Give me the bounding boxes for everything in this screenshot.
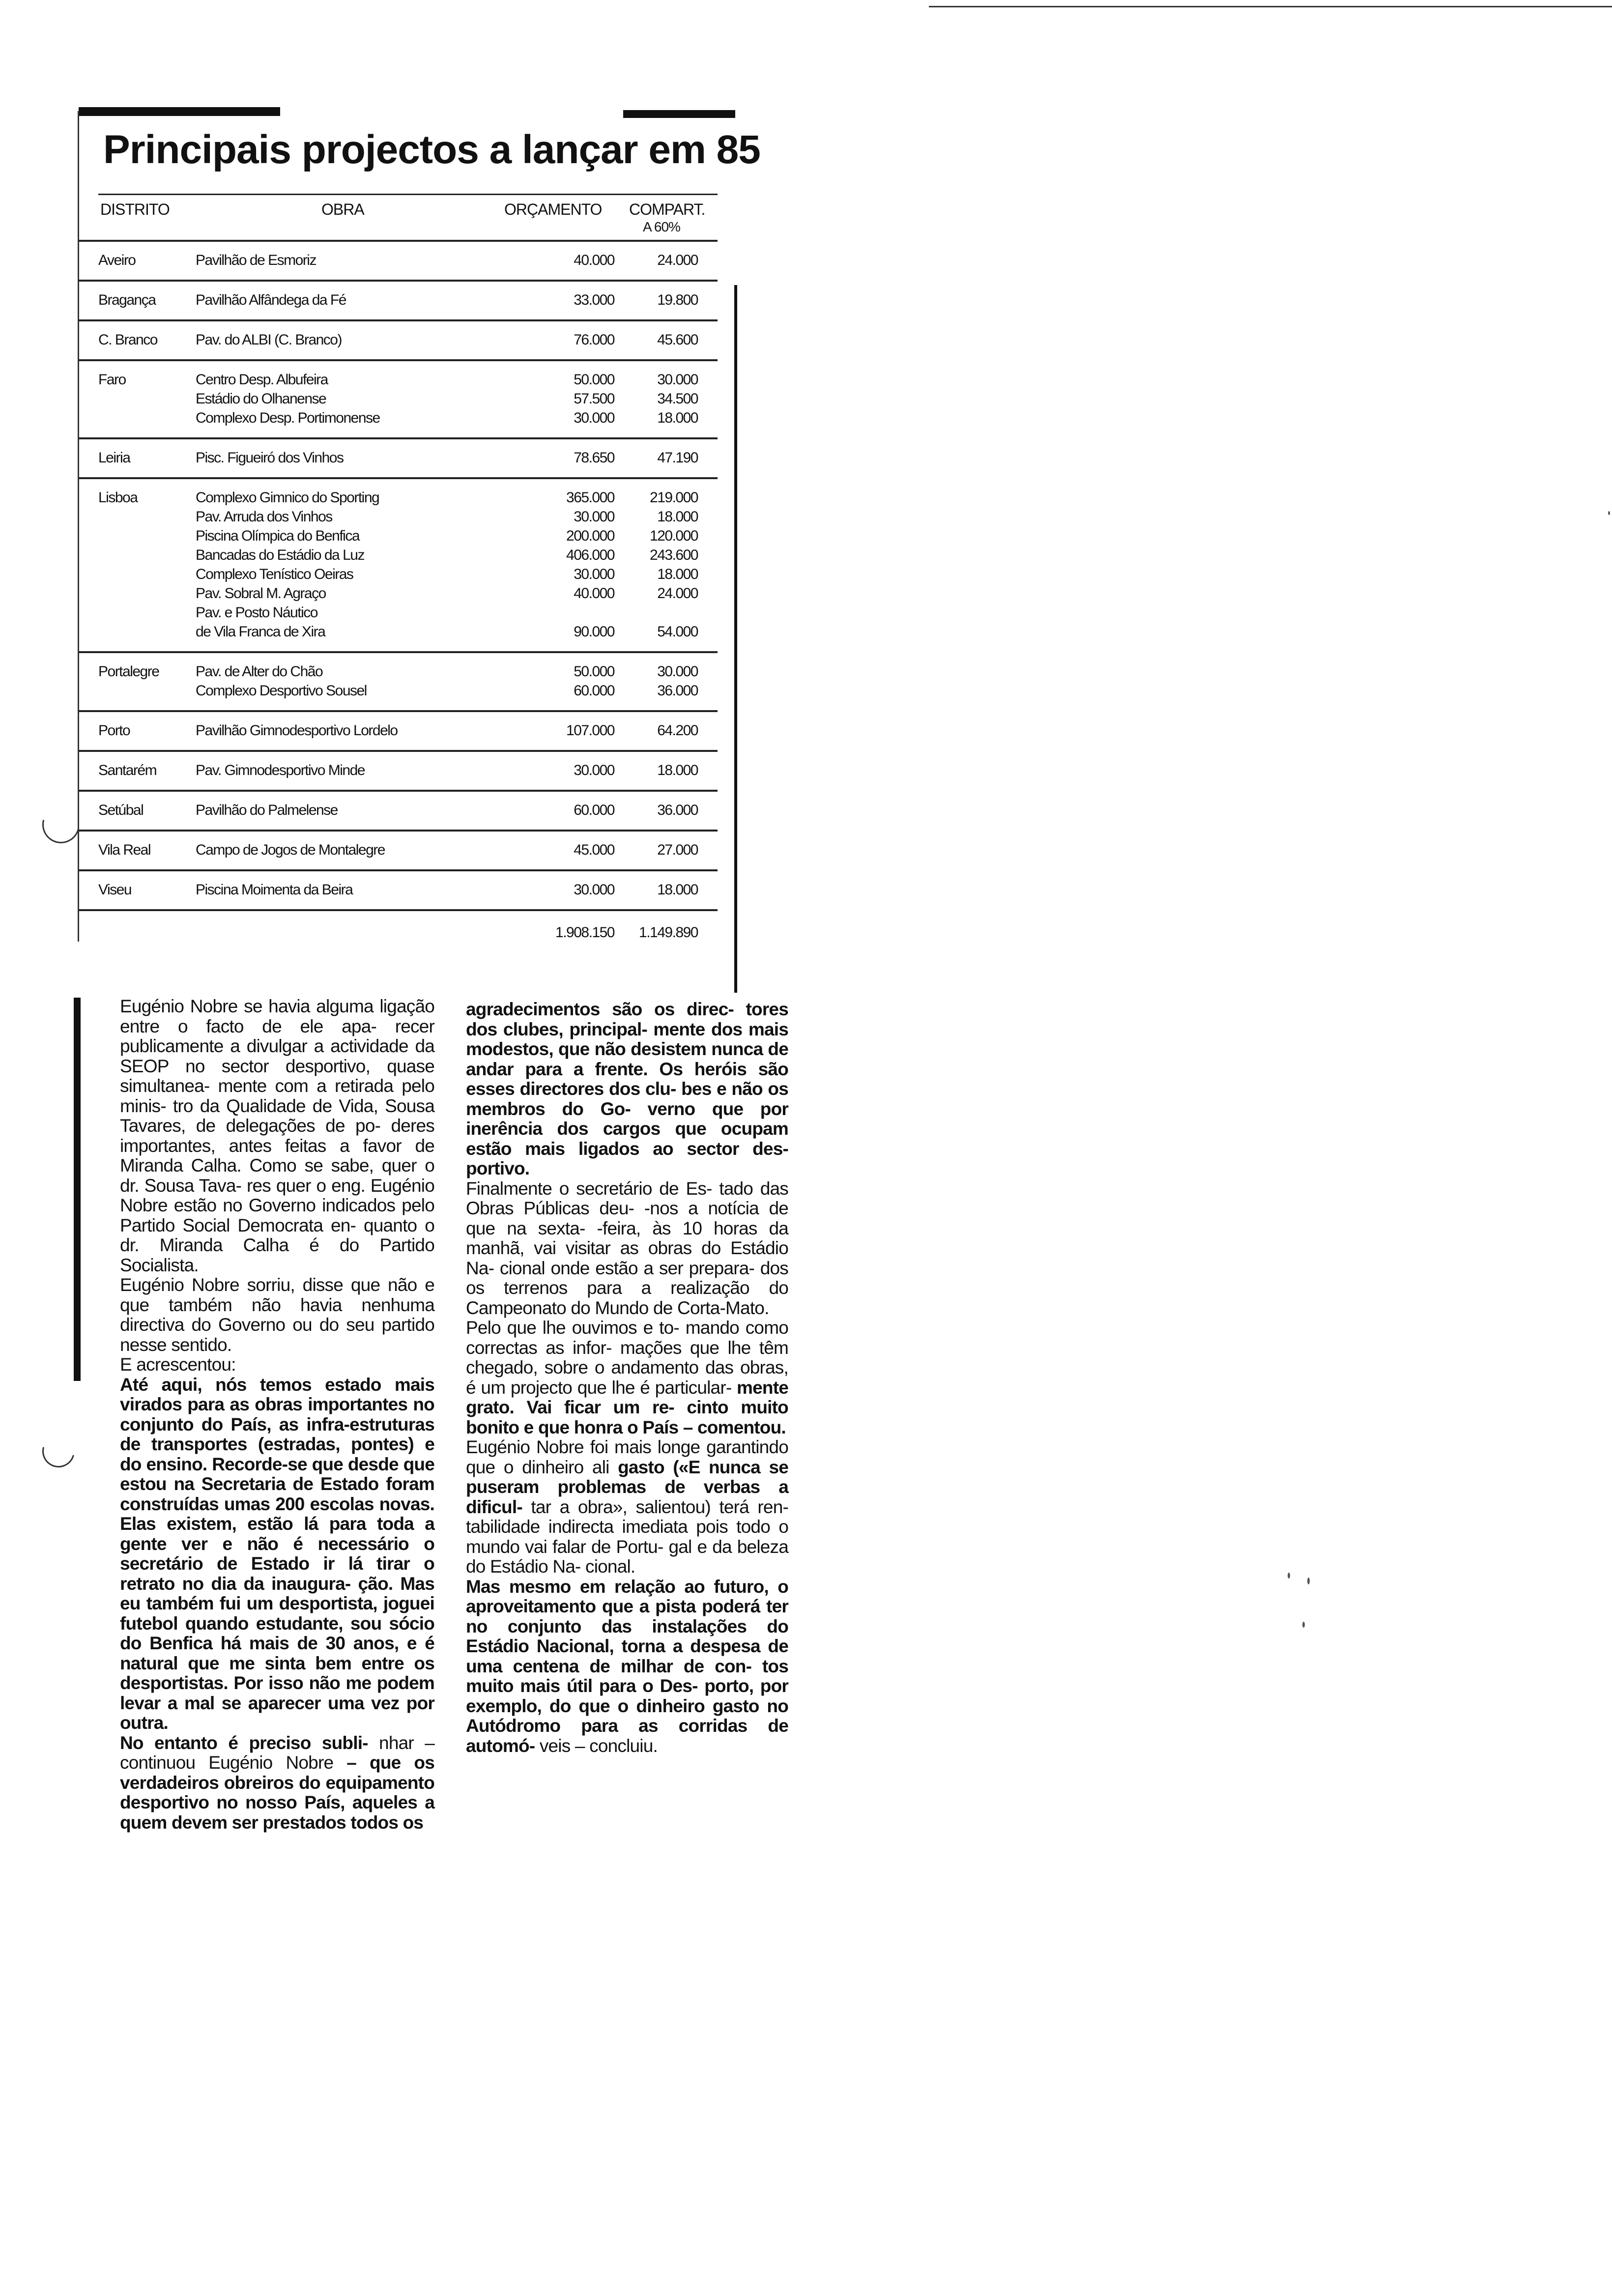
- orcamento-cell: 365.000: [566, 489, 614, 506]
- distrito-cell: Vila Real: [98, 842, 151, 858]
- text-line: todo o mundo vai falar de Portu-: [466, 1517, 788, 1557]
- text-line: Pelo que lhe ouvimos e to-: [466, 1318, 679, 1338]
- compart-cell: 30.000: [657, 372, 698, 388]
- distrito-cell: Aveiro: [98, 252, 136, 268]
- distrito-cell: Lisboa: [98, 489, 138, 506]
- obra-cell: Campo de Jogos de Montalegre: [196, 842, 385, 858]
- compart-cell: 36.000: [657, 683, 698, 699]
- distrito-cell: Portalegre: [98, 663, 159, 680]
- obra-cell: Pav. e Posto Náutico: [196, 604, 317, 621]
- text-line: gasto («E nunca se puseram: [466, 1457, 789, 1497]
- obra-cell: Complexo Desportivo Sousel: [196, 683, 367, 699]
- distrito-cell: Santarém: [98, 762, 157, 778]
- paragraph: [120, 1355, 434, 1375]
- orcamento-cell: 406.000: [566, 547, 614, 563]
- group-rule: [79, 280, 718, 282]
- text-line: dos os terrenos para a realização: [466, 1258, 789, 1298]
- group-rule: [79, 750, 718, 752]
- article-column-2: [466, 1000, 788, 1756]
- group-rule: [79, 240, 718, 242]
- obra-cell: Complexo Tenístico Oeiras: [196, 566, 353, 582]
- text-line: o País – comentou.: [627, 1417, 786, 1437]
- text-line: tado das Obras Públicas deu-: [466, 1178, 788, 1218]
- obra-cell: Estádio do Olhanense: [196, 391, 326, 407]
- compart-cell: 34.500: [657, 391, 698, 407]
- obra-cell: Piscina Moimenta da Beira: [196, 882, 353, 898]
- orcamento-cell: 60.000: [574, 683, 614, 699]
- text-line: do equipamento desportivo no: [120, 1772, 434, 1812]
- total-orcamento: 1.908.150: [555, 924, 614, 941]
- header-obra: OBRA: [321, 201, 364, 218]
- orcamento-cell: 50.000: [574, 663, 614, 680]
- group-rule: [79, 790, 718, 792]
- paragraph: [466, 1437, 788, 1577]
- text-line: tabilidade indirecta imediata pois: [466, 1517, 728, 1537]
- total-compart: 1.149.890: [639, 924, 698, 941]
- text-line: bes e não os membros do Go-: [466, 1079, 788, 1119]
- orcamento-cell: 30.000: [574, 882, 614, 898]
- text-line: sobre o andamento das obras, é: [466, 1357, 788, 1398]
- distrito-cell: Leiria: [98, 450, 130, 466]
- group-rule: [79, 869, 718, 871]
- orcamento-cell: 50.000: [574, 372, 614, 388]
- text-line: quando estudante, sou sócio: [185, 1613, 434, 1634]
- text-line: desportivo, quase simultanea-: [120, 1056, 435, 1096]
- totals-rule: [79, 909, 718, 911]
- text-line: um projecto que lhe é particular-: [481, 1377, 732, 1398]
- text-line: tores dos clubes, principal-: [466, 999, 788, 1039]
- text-line: res quer o eng. Eugénio Nobre: [120, 1175, 434, 1215]
- obra-cell: de Vila Franca de Xira: [196, 624, 325, 640]
- compart-cell: 219.000: [650, 489, 698, 506]
- text-line: importantes no conjunto do: [120, 1394, 434, 1435]
- text-line: Partido Socialista.: [120, 1235, 434, 1275]
- orcamento-cell: 60.000: [574, 802, 614, 818]
- distrito-cell: C. Branco: [98, 332, 157, 348]
- headline-rule-right: [623, 110, 735, 118]
- text-line: o retrato no dia da inaugura-: [120, 1553, 434, 1594]
- obra-cell: Centro Desp. Albufeira: [196, 372, 328, 388]
- scan-speck: [1608, 511, 1610, 515]
- text-line: gal e da beleza do Estádio Na-: [466, 1536, 788, 1577]
- text-line: cional.: [585, 1556, 635, 1577]
- text-line: Eugénio Nobre se havia alguma: [120, 996, 374, 1016]
- compart-cell: 45.600: [657, 332, 698, 348]
- header-compart-sub: A 60%: [643, 219, 680, 234]
- article-side-bar: [74, 998, 81, 1381]
- compart-cell: 24.000: [657, 252, 698, 268]
- table-top-rule: [98, 194, 718, 195]
- text-line: e é natural que me sinta bem: [120, 1633, 434, 1673]
- compart-cell: 64.200: [657, 722, 698, 739]
- text-line: entre os desportistas. Por isso: [120, 1653, 434, 1693]
- text-line: Eugénio Nobre foi mais longe: [466, 1437, 700, 1457]
- text-line: existem, estão lá para toda a: [167, 1514, 434, 1534]
- text-line: aparecer uma vez por outra.: [120, 1693, 434, 1733]
- obra-cell: Complexo Gimnico do Sporting: [196, 489, 379, 506]
- text-line: Partido Social Democrata en-: [120, 1215, 356, 1235]
- text-line: agradecimentos são os direc-: [466, 999, 734, 1019]
- compart-cell: 36.000: [657, 802, 698, 818]
- obra-cell: Pisc. Figueiró dos Vinhos: [196, 450, 344, 466]
- text-line: actividade da SEOP no sector: [120, 1036, 434, 1076]
- text-line: nosso País, aqueles a quem: [120, 1792, 434, 1833]
- headline: Principais projectos a lançar em 85: [103, 127, 760, 172]
- text-line: -nos a notícia de que na sexta-: [466, 1198, 789, 1238]
- text-line: nhar – continuou Eugénio Nobre: [120, 1732, 435, 1773]
- text-line: secretário de Estado ir lá tirar: [120, 1553, 410, 1574]
- text-line: são esses directores dos clu-: [466, 1059, 788, 1099]
- text-line: que não desistem nunca de: [558, 1039, 788, 1059]
- compart-cell: 18.000: [657, 509, 698, 525]
- orcamento-cell: 78.650: [574, 450, 614, 466]
- text-line: se sabe, quer o dr. Sousa Tava-: [120, 1155, 435, 1196]
- text-line: mente grato. Vai ficar um re-: [466, 1377, 789, 1417]
- text-line: cional onde estão a ser prepara-: [499, 1258, 755, 1278]
- text-line: – que os verdadeiros obreiros: [120, 1752, 435, 1793]
- compart-cell: 54.000: [657, 624, 698, 640]
- obra-cell: Pavilhão Gimnodesportivo Lordelo: [196, 722, 398, 739]
- text-line: estão no Governo indicados pelo: [173, 1195, 434, 1215]
- page-edge-line: [929, 6, 1612, 7]
- text-line: nenhuma directiva do Governo: [120, 1294, 434, 1335]
- group-rule: [79, 710, 718, 712]
- orcamento-cell: 30.000: [574, 509, 614, 525]
- text-line: porto, por exemplo, do que o: [466, 1676, 788, 1716]
- paragraph: [120, 1275, 434, 1355]
- text-line: do Benfica há mais de 30 anos,: [120, 1633, 399, 1653]
- obra-cell: Pavilhão do Palmelense: [196, 802, 338, 818]
- text-line: de Estado foram construídas: [120, 1474, 434, 1514]
- projects-table: [79, 192, 737, 973]
- text-line: desportista, joguei futebol: [120, 1593, 434, 1634]
- text-line: mais virados para as obras: [120, 1374, 434, 1414]
- orcamento-cell: 40.000: [574, 252, 614, 268]
- text-line: umas 200 escolas novas. Elas: [120, 1493, 435, 1534]
- obra-cell: Pav. de Alter do Chão: [196, 663, 323, 680]
- compart-cell: 18.000: [657, 882, 698, 898]
- orcamento-cell: 45.000: [574, 842, 614, 858]
- scan-speck: [1288, 1573, 1290, 1578]
- text-line: recer publicamente a divulgar a: [120, 1016, 434, 1056]
- orcamento-cell: 76.000: [574, 332, 614, 348]
- text-line: desde que estou na Secretaria: [120, 1454, 435, 1494]
- text-line: portivo.: [466, 1158, 530, 1178]
- obra-cell: Pav. Arruda dos Vinhos: [196, 509, 332, 525]
- orcamento-cell: 33.000: [574, 292, 614, 308]
- text-line: dinheiro gasto no Autódromo: [466, 1695, 789, 1736]
- text-line: Tavares, de delegações de po-: [120, 1116, 381, 1136]
- obra-cell: Pav. Gimnodesportivo Minde: [196, 762, 365, 778]
- scan-speck: [1307, 1578, 1310, 1584]
- text-line: problemas de verbas a dificul-: [466, 1477, 788, 1517]
- scan-arc-mark: [36, 1429, 81, 1473]
- text-line: pista poderá ter no conjunto: [466, 1596, 789, 1636]
- headline-rule-left: [79, 107, 280, 116]
- header-distrito: DISTRITO: [100, 201, 170, 218]
- header-compart: COMPART.: [629, 201, 705, 218]
- distrito-cell: Setúbal: [98, 802, 144, 818]
- text-line: No entanto é preciso subli-: [120, 1732, 368, 1753]
- group-rule: [79, 830, 718, 832]
- orcamento-cell: 30.000: [574, 410, 614, 426]
- text-line: das instalações do Estádio: [466, 1616, 788, 1656]
- paragraph: [466, 1318, 788, 1437]
- paragraph: [120, 1375, 434, 1733]
- text-line: devem ser prestados todos os: [171, 1812, 424, 1833]
- orcamento-cell: 90.000: [574, 624, 614, 640]
- obra-cell: Pavilhão de Esmoriz: [196, 252, 316, 268]
- orcamento-cell: 107.000: [566, 722, 614, 739]
- text-line: mente com a retirada pelo minis-: [120, 1076, 434, 1116]
- distrito-cell: Faro: [98, 372, 126, 388]
- scan-speck: [1302, 1622, 1305, 1628]
- text-line: cinto muito bonito e que honra: [466, 1397, 788, 1437]
- text-line: andar para a frente. Os heróis: [466, 1059, 747, 1079]
- text-line: mente dos mais modestos,: [466, 1019, 788, 1059]
- text-line: deres importantes, antes feitas a: [120, 1116, 434, 1156]
- text-line: mando como correctas as infor-: [466, 1318, 789, 1358]
- text-line: Nacional, torna a despesa de: [536, 1636, 789, 1656]
- text-line: uma centena de milhar de con-: [466, 1656, 752, 1676]
- obra-cell: Complexo Desp. Portimonense: [196, 410, 380, 426]
- obra-cell: Bancadas do Estádio da Luz: [196, 547, 364, 563]
- text-line: quanto o dr. Miranda Calha é do: [120, 1215, 434, 1255]
- text-line: Até aqui, nós temos estado: [120, 1374, 381, 1395]
- distrito-cell: Viseu: [98, 882, 132, 898]
- text-line: do Campeonato do Mundo de: [466, 1278, 788, 1318]
- text-line: mais ligados ao sector des-: [525, 1138, 788, 1159]
- group-rule: [79, 477, 718, 479]
- group-rule: [79, 437, 718, 439]
- text-line: e do ensino. Recorde-se que: [120, 1434, 434, 1474]
- text-line: garantindo que o dinheiro ali: [466, 1437, 788, 1477]
- orcamento-cell: 57.500: [574, 391, 614, 407]
- text-line: favor de Miranda Calha. Como: [120, 1135, 434, 1176]
- text-line: visitar as obras do Estádio Na-: [466, 1238, 788, 1278]
- compart-cell: 30.000: [657, 663, 698, 680]
- paragraph: [120, 1733, 434, 1833]
- paragraph: [466, 1000, 788, 1179]
- compart-cell: 18.000: [657, 566, 698, 582]
- text-line: ção. Mas eu também fui um: [120, 1573, 434, 1613]
- text-line: veis – concluiu.: [539, 1735, 658, 1756]
- text-line: Corta-Mato.: [677, 1297, 769, 1318]
- text-line: Mas mesmo em relação ao: [466, 1576, 705, 1597]
- text-line: não me podem levar a mal se: [120, 1673, 435, 1713]
- text-line: -feira, às 10 horas da manhã, vai: [466, 1218, 788, 1258]
- group-rule: [79, 319, 718, 321]
- paragraph: [466, 1179, 788, 1319]
- text-line: tos muito mais útil para o Des-: [466, 1656, 788, 1696]
- obra-cell: Pav. do ALBI (C. Branco): [196, 332, 342, 348]
- text-line: verno que por inerência dos: [466, 1098, 788, 1139]
- compart-cell: 18.000: [657, 410, 698, 426]
- orcamento-cell: 30.000: [574, 762, 614, 778]
- obra-cell: Piscina Olímpica do Benfica: [196, 528, 360, 544]
- group-rule: [79, 651, 718, 653]
- text-line: ou do seu partido nesse sentido.: [120, 1315, 435, 1355]
- text-line: transportes (estradas, pontes): [151, 1434, 414, 1454]
- text-line: tar a obra», salientou) terá ren-: [531, 1496, 788, 1517]
- text-line: País, as infra-estruturas de: [120, 1414, 434, 1454]
- obra-cell: Pav. Sobral M. Agraço: [196, 585, 326, 602]
- text-line: tro da Qualidade de Vida, Sousa: [173, 1095, 434, 1116]
- text-line: futuro, o aproveitamento que a: [466, 1576, 789, 1616]
- compart-cell: 27.000: [657, 842, 698, 858]
- compart-cell: 24.000: [657, 585, 698, 602]
- obra-cell: Pavilhão Alfândega da Fé: [196, 292, 346, 308]
- header-orcamento: ORÇAMENTO: [504, 201, 602, 218]
- text-line: para as corridas de automó-: [466, 1716, 788, 1756]
- compart-cell: 18.000: [657, 762, 698, 778]
- group-rule: [79, 359, 718, 361]
- compart-cell: 19.800: [657, 292, 698, 308]
- compart-cell: 47.190: [657, 450, 698, 466]
- compart-cell: 243.600: [650, 547, 698, 563]
- orcamento-cell: 200.000: [566, 528, 614, 544]
- text-line: Finalmente o secretário de Es-: [466, 1178, 712, 1199]
- paragraph: [466, 1577, 788, 1756]
- text-line: Eugénio Nobre sorriu, disse: [120, 1275, 344, 1295]
- text-line: cargos que ocupam estão: [466, 1119, 788, 1159]
- distrito-cell: Porto: [98, 722, 130, 739]
- article-column-1: [120, 997, 434, 1833]
- text-line: que não e que também não havia: [120, 1275, 435, 1315]
- text-line: ligação entre o facto de ele apa-: [120, 996, 434, 1036]
- compart-cell: 120.000: [650, 528, 698, 544]
- text-line: gente ver e não é necessário o: [120, 1533, 434, 1554]
- orcamento-cell: 30.000: [574, 566, 614, 582]
- text-line: mações que lhe têm chegado,: [466, 1337, 789, 1378]
- text-line: E acrescentou:: [120, 1354, 236, 1375]
- distrito-cell: Bragança: [98, 292, 156, 308]
- paragraph: [120, 997, 434, 1275]
- orcamento-cell: 40.000: [574, 585, 614, 602]
